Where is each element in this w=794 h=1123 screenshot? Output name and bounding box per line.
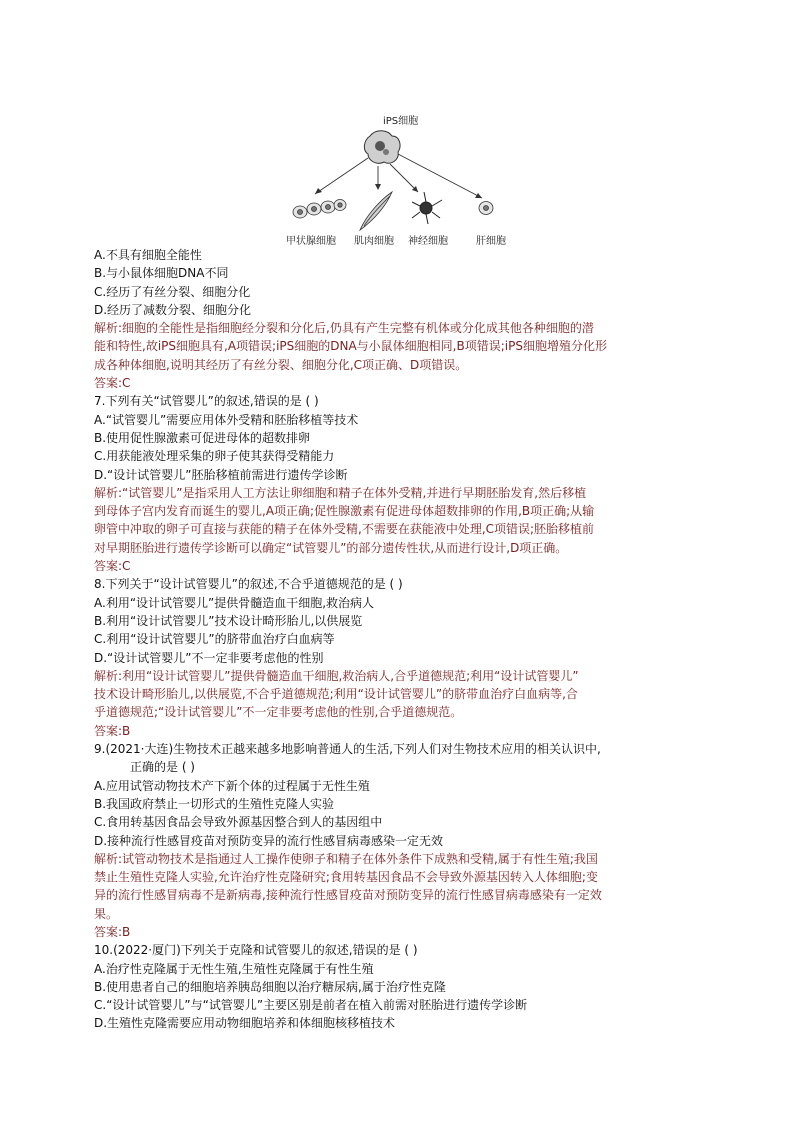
thyroid-cells-icon [293,200,346,219]
nerve-cell-icon [412,192,442,224]
q8-analysis-line: 解析:利用“设计试管婴儿”提供骨髓造血干细胞,救治病人,合乎道德规范;利用“设计试管婴儿” [94,668,579,683]
q7-analysis-line: 到母体子宫内发育而诞生的婴儿,A项正确;促性腺激素有促进母体超数排卵的作用,B项正确;从输 [94,504,595,519]
thyroid-cell-label: 甲状腺细胞 [286,236,336,247]
nerve-cell-label: 神经细胞 [408,236,448,247]
q7-option-c: C.用获能液处理采集的卵子使其获得受精能力 [94,449,335,464]
q9-option-d: D.接种流行性感冒疫苗对预防变异的流行性感冒病毒感染一定无效 [94,833,444,848]
q9-analysis-line: 果。 [94,906,119,921]
ips-diagram-svg [280,108,530,248]
q9-option-c: C.食用转基因食品会导致外源基因整合到人的基因组中 [94,815,383,830]
ips-cell-label: iPS细胞 [383,116,419,127]
q8-option-d: D.“设计试管婴儿”不一定非要考虑他的性别 [94,650,324,665]
q7-answer: 答案:C [94,559,131,574]
q6-option-c: C.经历了有丝分裂、细胞分化 [94,284,251,299]
liver-cell-label: 肝细胞 [476,236,506,247]
q10-option-c: C.“设计试管婴儿”与“试管婴儿”主要区别是前者在植入前需对胚胎进行遗传学诊断 [94,998,528,1013]
q8-analysis-line: 技术设计畸形胎儿,以供展览,不合乎道德规范;利用“设计试管婴儿”的脐带血治疗白血病等,合 [94,687,578,702]
q9-option-a: A.应用试管动物技术产下新个体的过程属于无性生殖 [94,778,370,793]
q8-answer: 答案:B [94,723,131,738]
q10-option-d: D.生殖性克隆需要应用动物细胞培养和体细胞核移植技术 [94,1016,396,1031]
q9-stem: 9.(2021·大连)生物技术正越来越多地影响普通人的生活,下列人们对生物技术应用的相关认识中, [94,742,601,757]
q9-analysis-line: 禁止生殖性克隆人实验,允许治疗性克隆研究;食用转基因食品不会导致外源基因转入人体细胞;变 [94,870,598,885]
ips-cell-icon [364,131,400,164]
q8-option-b: B.利用“设计试管婴儿”技术设计畸形胎儿,以供展览 [94,613,363,628]
q8-analysis-line: 乎道德规范;“设计试管婴儿”不一定非要考虑他的性别,合乎道德规范。 [94,705,463,720]
muscle-cell-icon [360,192,392,230]
q7-analysis-line: 解析:“试管婴儿”是指采用人工方法让卵细胞和精子在体外受精,并进行早期胚胎发育,然后移植 [94,485,587,500]
q9-answer: 答案:B [94,924,131,939]
q6-option-b: B.与小鼠体细胞DNA不同 [94,266,229,281]
q6-analysis-line: 成各种体细胞,说明其经历了有丝分裂、细胞分化,C项正确、D项错误。 [94,357,468,372]
liver-cell-icon [479,202,493,215]
q7-option-a: A.“试管婴儿”需要应用体外受精和胚胎移植等技术 [94,412,359,427]
q6-answer: 答案:C [94,376,131,391]
q9-option-b: B.我国政府禁止一切形式的生殖性克隆人实验 [94,796,335,811]
q8-option-a: A.利用“设计试管婴儿”提供骨髓造血干细胞,救治病人 [94,595,375,610]
q7-analysis-line: 对早期胚胎进行遗传学诊断可以确定“试管婴儿”的部分遗传性状,从而进行设计,D项正确。 [94,540,568,555]
q6-option-d: D.经历了减数分裂、细胞分化 [94,302,252,317]
q6-analysis-line: 能和特性,故iPS细胞具有,A项错误;iPS细胞的DNA与小鼠体细胞相同,B项错误;iPS细胞增殖分化形 [94,339,607,354]
q7-option-d: D.“设计试管婴儿”胚胎移植前需进行遗传学诊断 [94,467,348,482]
q10-option-a: A.治疗性克隆属于无性生殖,生殖性克隆属于有性生殖 [94,961,374,976]
q9-analysis-line: 解析:试管动物技术是指通过人工操作使卵子和精子在体外条件下成熟和受精,属于有性生殖;我国 [94,851,598,866]
q10-option-b: B.使用患者自己的细胞培养胰岛细胞以治疗糖尿病,属于治疗性克隆 [94,979,446,994]
muscle-cell-label: 肌肉细胞 [354,236,394,247]
questions-content [94,246,714,1033]
q7-stem: 7.下列有关“试管婴儿”的叙述,错误的是 ( ) [94,394,319,409]
arrow-heads [315,184,482,198]
q7-option-b: B.使用促性腺激素可促进母体的超数排卵 [94,430,311,445]
q6-option-a: A.不具有细胞全能性 [94,248,202,262]
ips-differentiation-figure [280,108,530,248]
q7-analysis-line: 卵管中冲取的卵子可直接与获能的精子在体外受精,不需要在获能液中处理,C项错误;胚胎移植前 [94,522,595,537]
q8-option-c: C.利用“设计试管婴儿”的脐带血治疗白血病等 [94,632,335,647]
q8-stem: 8.下列关于“设计试管婴儿”的叙述,不合乎道德规范的是 ( ) [94,577,403,592]
q6-analysis-line: 解析:细胞的全能性是指细胞经分裂和分化后,仍具有产生完整有机体或分化成其他各种细胞的潜 [94,321,594,336]
arrows [315,154,482,198]
q9-stem-continued: 正确的是 ( ) [130,760,195,775]
q9-analysis-line: 异的流行性感冒病毒不是新病毒,接种流行性感冒疫苗对预防变异的流行性感冒病毒感染有一定效 [94,888,602,903]
q10-stem: 10.(2022·厦门)下列关于克隆和试管婴儿的叙述,错误的是 ( ) [94,943,418,958]
